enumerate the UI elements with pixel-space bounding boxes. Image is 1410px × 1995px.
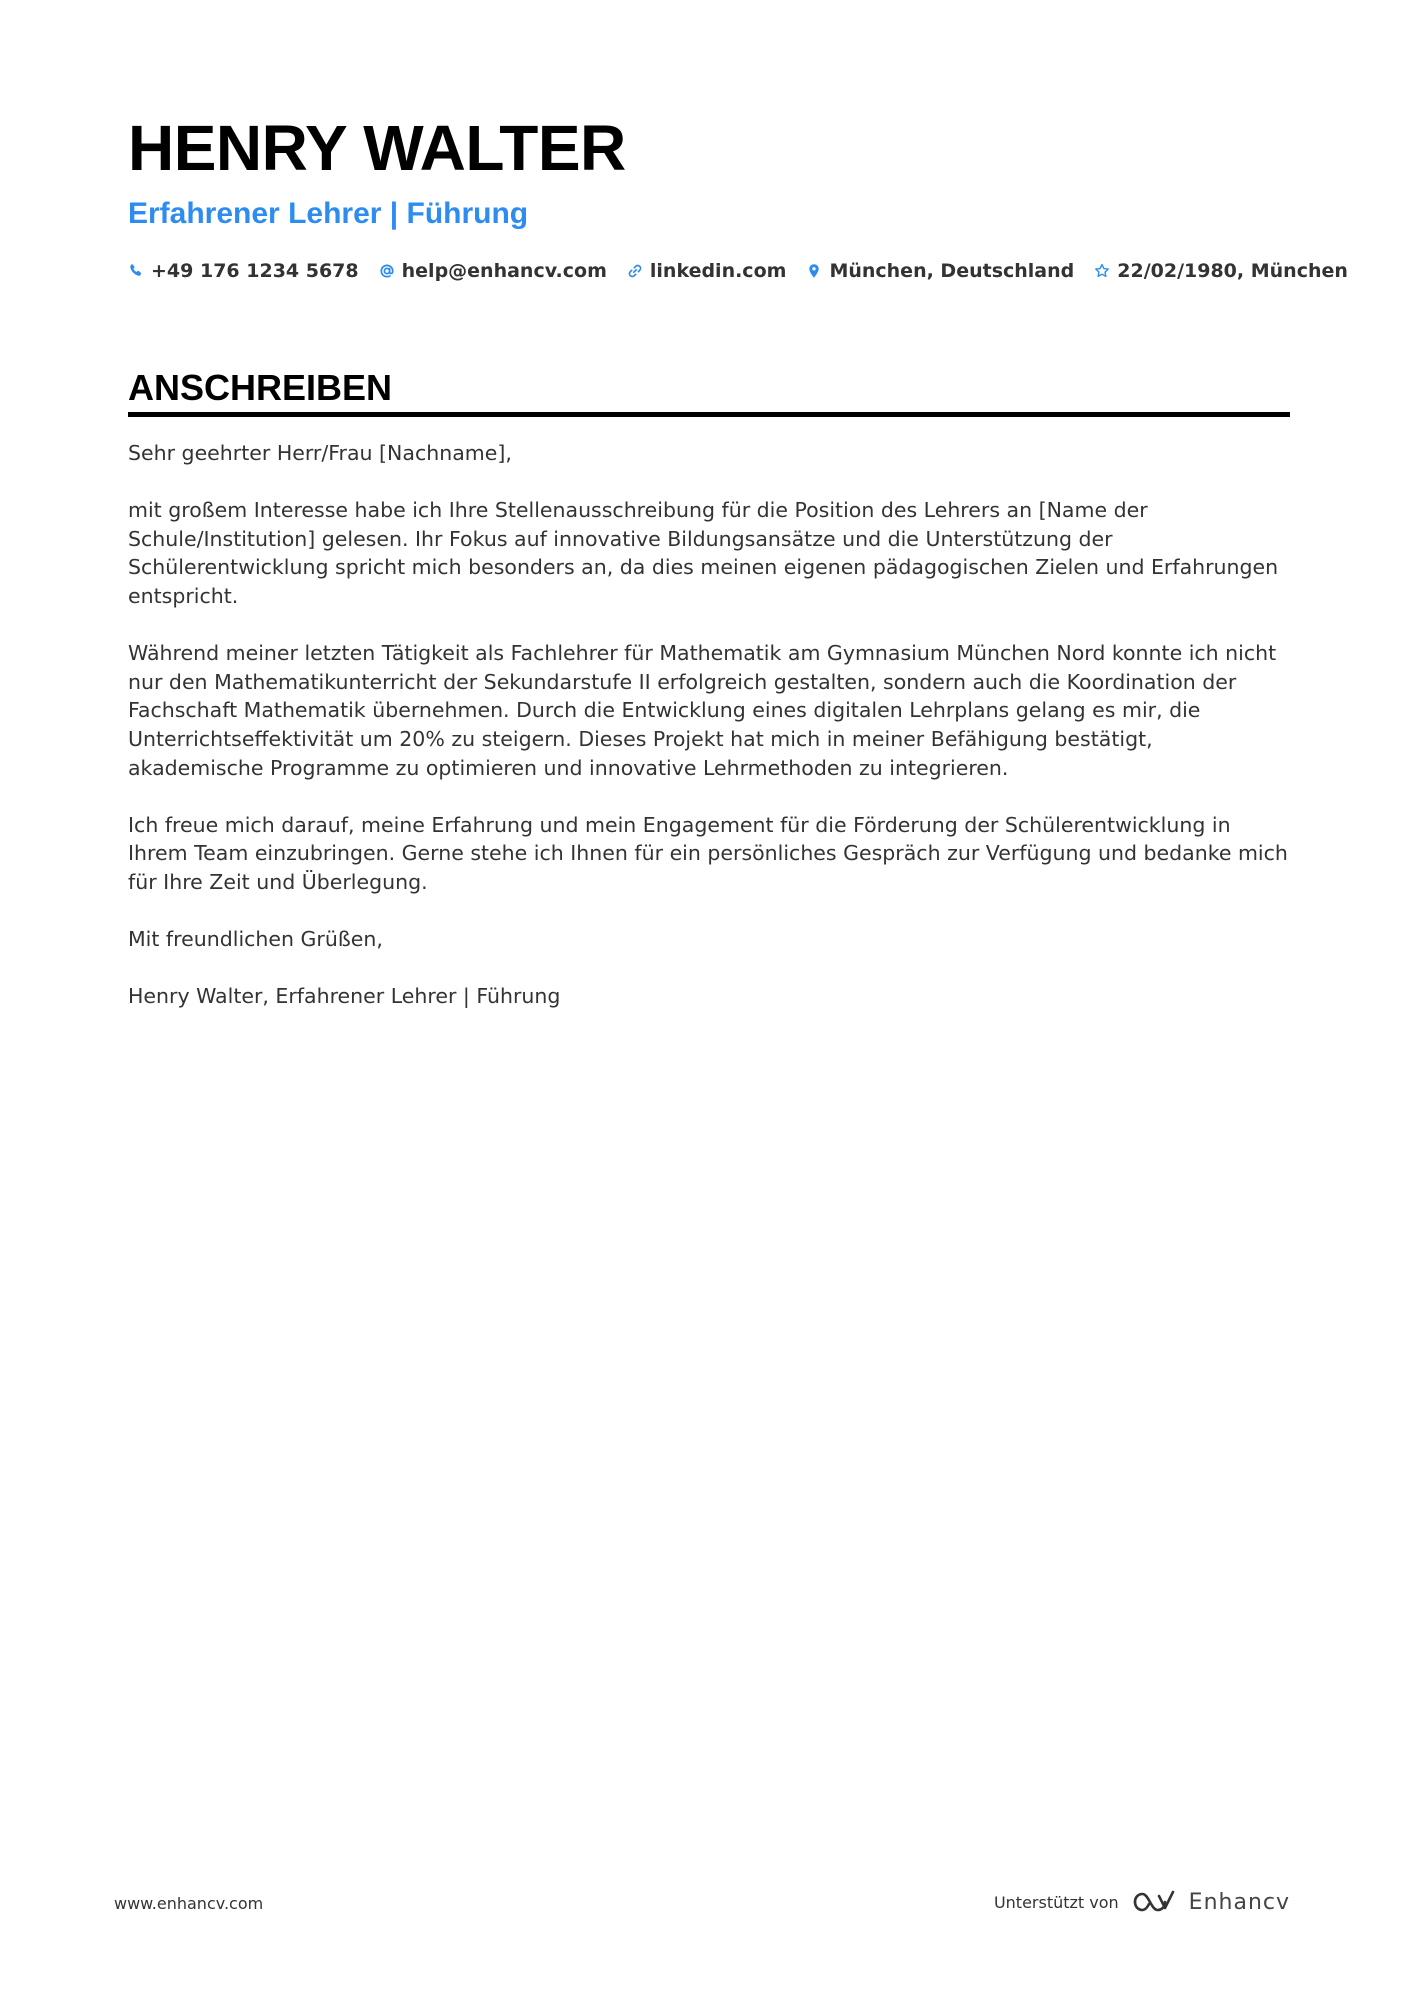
star-icon: [1094, 263, 1110, 279]
contact-phone[interactable]: [128, 260, 359, 282]
section-divider: [128, 412, 1290, 417]
location-pin-icon: [806, 263, 822, 279]
at-icon: [379, 263, 395, 279]
link-icon: [627, 263, 643, 279]
letter-body: [128, 439, 1290, 1011]
section-title: ANSCHREIBEN: [128, 367, 393, 408]
footer-website[interactable]: www.enhancv.com: [114, 1894, 264, 1913]
cover-letter-section: [128, 366, 1290, 1039]
letter-signature: Henry Walter, Erfahrener Lehrer | Führung: [128, 984, 561, 1009]
contact-birthdate: [1094, 260, 1348, 282]
letter-paragraph: Während meiner letzten Tätigkeit als Fachlehrer für Mathematik am Gymnasium München Nord konnte ich nicht nur den Mathematikunterricht der Sekundarstufe II erfolgreich gestalten, sondern auch die Koordination der Fachschaft Mathematik übernehmen. Durch die Entwicklung eines digitalen Lehrplans gelang es mir, die Unterrichtseffektivität um 20% zu steigern. Dieses Projekt hat mich in meiner Befähigung bestätigt, akademische Programme zu optimieren und innovative Lehrmethoden zu integrieren.: [128, 641, 1277, 780]
contact-location: [806, 260, 1074, 282]
header: [128, 108, 1348, 286]
applicant-name: HENRY WALTER: [128, 112, 626, 184]
contact-email[interactable]: [379, 260, 607, 282]
contact-bar: [128, 256, 1348, 286]
contact-birthdate-text: 22/02/1980, München: [1117, 260, 1348, 282]
letter-closing: Mit freundlichen Grüßen,: [128, 927, 383, 952]
enhancv-logo-icon: [1131, 1888, 1179, 1916]
powered-by-label: Unterstützt von: [993, 1892, 1119, 1912]
phone-icon: [128, 263, 144, 279]
contact-location-text: München, Deutschland: [829, 260, 1075, 282]
contact-email-text: help@enhancv.com: [401, 260, 607, 282]
letter-salutation: Sehr geehrter Herr/Frau [Nachname],: [128, 441, 512, 465]
contact-linkedin[interactable]: [627, 260, 787, 282]
letter-paragraph: Ich freue mich darauf, meine Erfahrung und mein Engagement für die Förderung der Schülerentwicklung in Ihrem Team einzubringen. Gerne stehe ich Ihnen für ein persönliches Gespräch zur Verfügung und bedanke mich für Ihre Zeit und Überlegung.: [128, 812, 1288, 894]
contact-linkedin-text: linkedin.com: [649, 260, 787, 282]
brand-name: Enhancv: [1188, 1889, 1290, 1915]
applicant-title: Erfahrener Lehrer | Führung: [128, 197, 529, 230]
letter-paragraph: mit großem Interesse habe ich Ihre Stellenausschreibung für die Position des Lehrers an [Name der Schule/Institution] gelesen. Ihr Fokus auf innovative Bildungsansätze und die Unterstützung der Schülerentwicklung spricht mich besonders an, da dies meinen eigenen pädagogischen Zielen und Erfahrungen entspricht.: [128, 498, 1279, 608]
contact-phone-text: +49 176 1234 5678: [151, 260, 359, 282]
footer-branding[interactable]: [994, 1882, 1290, 1922]
